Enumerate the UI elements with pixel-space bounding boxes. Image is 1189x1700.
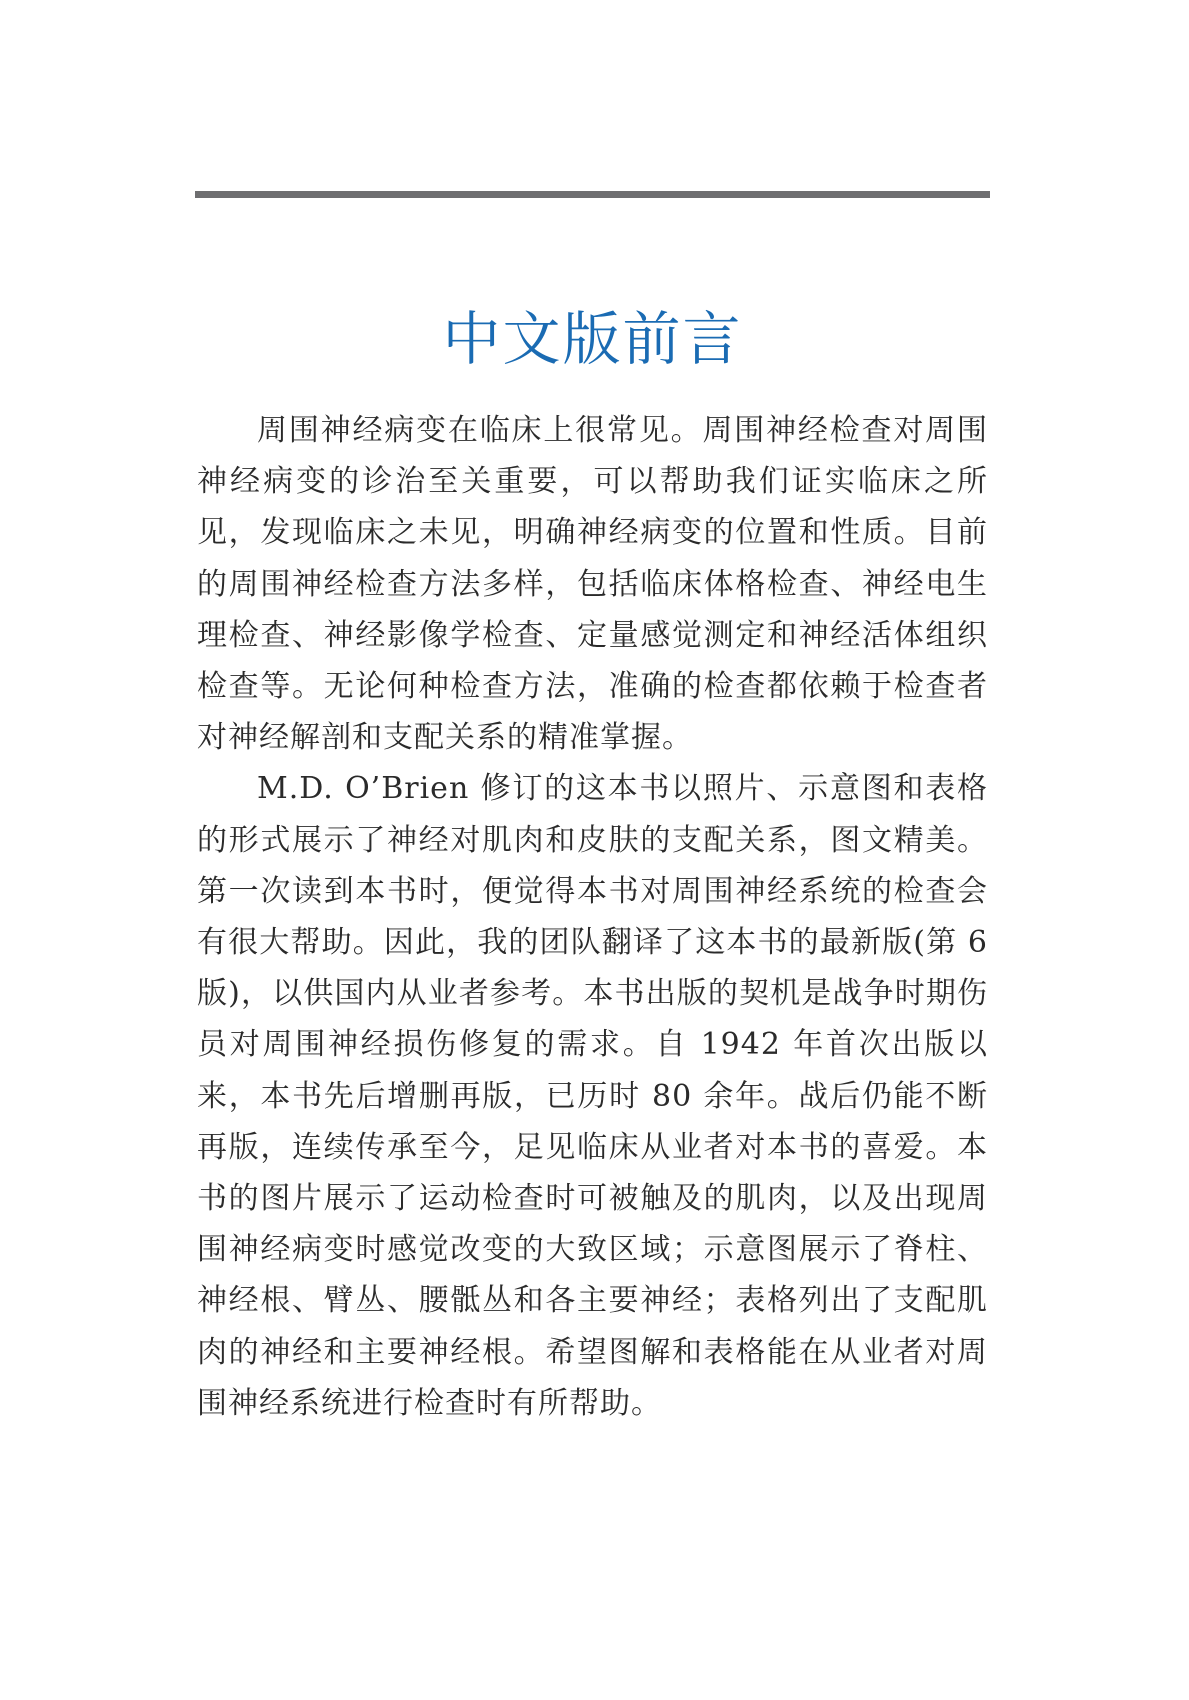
preface-body <box>197 405 988 1429</box>
preface-paragraph-1: 周围神经病变在临床上很常见。周围神经检查对周围神经病变的诊治至关重要，可以帮助我们证实临床之所见，发现临床之未见，明确神经病变的位置和性质。目前的周围神经检查方法多样，包括临床体格检查、神经电生理检查、神经影像学检查、定量感觉测定和神经活体组织检查等。无论何种检查方法，准确的检查都依赖于检查者对神经解剖和支配关系的精准掌握。 <box>197 413 988 756</box>
preface-paragraph-2: M.D. O’Brien 修订的这本书以照片、示意图和表格的形式展示了神经对肌肉和皮肤的支配关系，图文精美。第一次读到本书时，便觉得本书对周围神经系统的检查会有很大帮助。因此，我的团队翻译了这本书的最新版(第 6 版)，以供国内从业者参考。本书出版的契机是战争时期伤员对周围神经损伤修复的需求。自 1942 年首次出版以来，本书先后增删再版，已历时 80 余年。战后仍能不断再版，连续传承至今，足见临床从业者对本书的喜爱。本书的图片展示了运动检查时可被触及的肌肉，以及出现周围神经病变时感觉改变的大致区域；示意图展示了脊柱、神经根、臂丛、腰骶丛和各主要神经；表格列出了支配肌肉的神经和主要神经根。希望图解和表格能在从业者对周围神经系统进行检查时有所帮助。 <box>197 771 988 1421</box>
page-title: 中文版前言 <box>442 304 743 373</box>
top-rule-divider <box>195 191 990 198</box>
